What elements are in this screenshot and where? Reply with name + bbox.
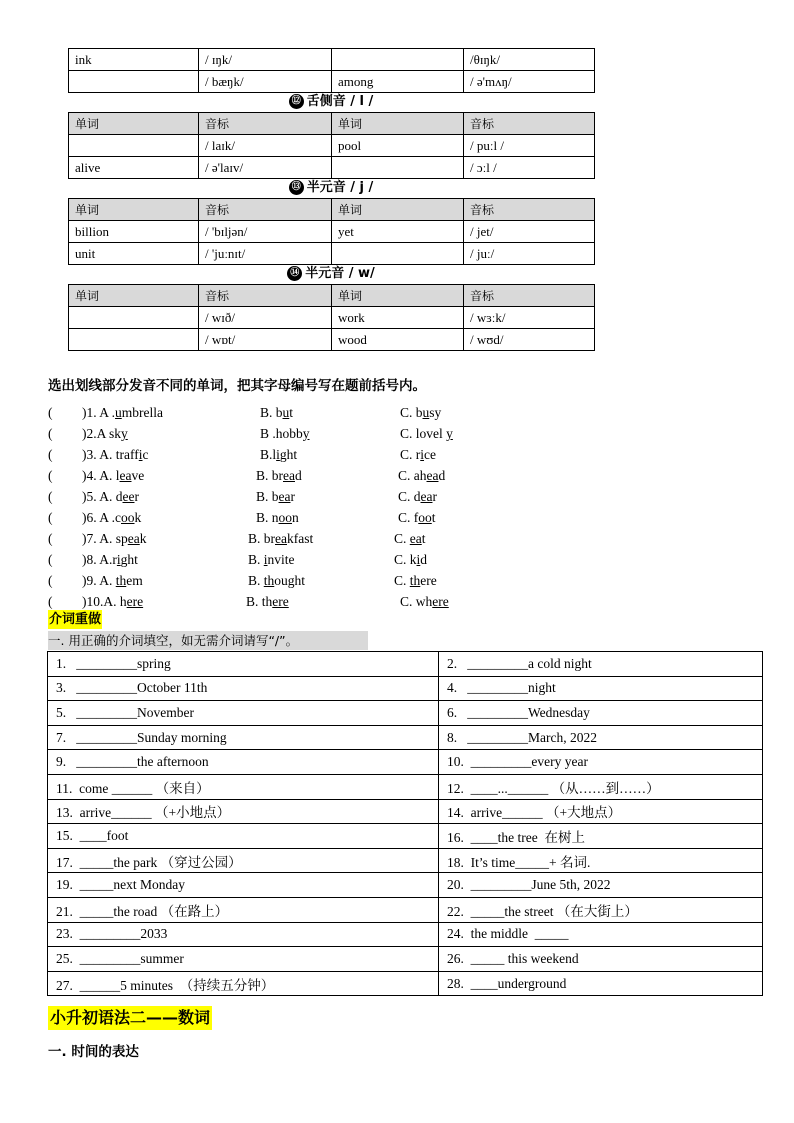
column-header: 音标 (199, 285, 332, 307)
table-row (69, 49, 595, 71)
fill-blank-cell: 16. ____the tree 在树上 (439, 824, 763, 849)
phonetic-cell: / bæŋk/ (199, 71, 332, 93)
word-cell: yet (332, 221, 464, 243)
option-text: B. (248, 552, 264, 567)
option-b (256, 486, 295, 507)
column-header: 音标 (464, 113, 595, 135)
question-row (48, 444, 648, 465)
underlined-letters: oo (418, 510, 432, 525)
word-cell (69, 329, 199, 351)
option-text: )7. A. sp (82, 531, 128, 546)
word-cell: alive (69, 157, 199, 179)
underlined-letters: y (302, 426, 310, 441)
word-cell: work (332, 307, 464, 329)
fill-blank-cell: 6. _________Wednesday (439, 701, 763, 726)
underlined-letters: ea (409, 531, 422, 546)
question-row (48, 570, 648, 591)
option-a (82, 444, 149, 465)
option-text: )9. A. (82, 573, 116, 588)
word-cell: pool (332, 135, 464, 157)
option-text: d (294, 468, 302, 483)
option-c (394, 570, 437, 591)
fill-blank-cell: 1. _________spring (48, 652, 439, 677)
section-number-badge: ⑬ (289, 180, 304, 195)
table-header-row (69, 285, 595, 307)
option-text: t (421, 531, 426, 546)
table-row (48, 652, 763, 677)
sub-heading: 一. 时间的表达 (48, 1044, 139, 1060)
underlined-letters: ere (126, 594, 144, 609)
option-b (260, 402, 293, 423)
fill-blank-cell: 7. _________Sunday morning (48, 725, 439, 750)
underlined-letters: i (263, 552, 268, 567)
underlined-letters: oo (278, 510, 293, 525)
option-text: ce (424, 447, 436, 462)
answer-paren (48, 423, 53, 444)
phonetic-cell: / wʊd/ (464, 329, 595, 351)
fill-blank-cell: 11. come ______ （来自） (48, 774, 439, 799)
fill-blank-cell: 10. _________every year (439, 750, 763, 775)
option-c (394, 528, 426, 549)
grammar-heading: 小升初语法二——数词 (48, 1006, 212, 1030)
phonetic-cell: / juː/ (464, 243, 595, 265)
phonetic-cell: / 'bɪljən/ (199, 221, 332, 243)
table-row (48, 947, 763, 972)
word-cell (332, 243, 464, 265)
answer-paren (48, 486, 53, 507)
option-b (248, 570, 305, 591)
option-text: r (290, 489, 295, 504)
answer-paren (48, 570, 53, 591)
column-header: 音标 (464, 199, 595, 221)
question-row (48, 507, 648, 528)
option-text: B. br (248, 531, 275, 546)
option-text: mbrella (121, 405, 163, 420)
prep-instruction: 一. 用正确的介词填空，如无需介词请写“/”。 (48, 631, 368, 650)
option-a (82, 423, 128, 444)
option-text: )4. A. l (82, 468, 120, 483)
option-text: C. k (394, 552, 417, 567)
fill-blank-cell: 22. _____the street （在大街上） (439, 897, 763, 922)
fill-blank-cell: 8. _________March, 2022 (439, 725, 763, 750)
underlined-letters: y (446, 426, 453, 441)
option-a (82, 507, 141, 528)
table-row (48, 873, 763, 898)
section-title-12 (68, 92, 594, 112)
phonics-table-w (68, 284, 595, 351)
option-text: C. d (398, 489, 421, 504)
table-row (48, 701, 763, 726)
answer-paren (48, 465, 53, 486)
question-row (48, 549, 648, 570)
exercise-instruction: 选出划线部分发音不同的单词，把其字母编号写在题前括号内。 (48, 378, 426, 394)
phonetic-cell: / ɪŋk/ (199, 49, 332, 71)
column-header: 单词 (69, 285, 199, 307)
fill-blank-cell: 17. _____the park （穿过公园） (48, 848, 439, 873)
section-title-text: 半元音 / w/ (305, 266, 375, 281)
word-cell (332, 157, 464, 179)
fill-blank-cell: 15. ____foot (48, 824, 439, 849)
option-c (400, 423, 453, 444)
word-cell (332, 49, 464, 71)
option-text: k (134, 510, 142, 525)
table-row (48, 971, 763, 996)
option-text: B. br (256, 468, 283, 483)
column-header: 单词 (69, 113, 199, 135)
fill-blank-cell: 25. _________summer (48, 947, 439, 972)
option-text: C. (394, 573, 410, 588)
table-row (48, 750, 763, 775)
table-header-row (69, 199, 595, 221)
option-text: ( (48, 405, 53, 420)
section-title-text: 舌侧音 / l / (306, 94, 374, 109)
table-row (69, 135, 595, 157)
option-b (246, 591, 289, 612)
fill-blank-cell: 13. arrive______ （+小地点） (48, 799, 439, 824)
table-row (48, 799, 763, 824)
table-row (69, 243, 595, 265)
fill-blank-cell: 28. ____underground (439, 971, 763, 996)
question-row (48, 465, 648, 486)
table-row (48, 922, 763, 947)
option-text: B .hobb (260, 426, 303, 441)
underlined-letters: th (115, 573, 127, 588)
column-header: 单词 (332, 199, 464, 221)
word-cell (69, 135, 199, 157)
word-cell: among (332, 71, 464, 93)
underlined-letters: ea (420, 489, 433, 504)
fill-blank-cell: 9. _________the afternoon (48, 750, 439, 775)
phonics-table-l (68, 112, 595, 179)
option-text: C. r (400, 447, 421, 462)
underlined-letters: u (422, 405, 430, 420)
option-text: em (126, 573, 143, 588)
option-a (82, 549, 138, 570)
section-number-badge: ⑫ (289, 94, 304, 109)
option-text: )5. A. d (82, 489, 123, 504)
underlined-letters: ea (278, 489, 291, 504)
phonetic-cell: /θɪŋk/ (464, 49, 595, 71)
option-text: ( (48, 426, 53, 441)
option-text: r (134, 489, 139, 504)
table-row (69, 221, 595, 243)
option-text: ve (131, 468, 145, 483)
option-c (400, 444, 436, 465)
table-row (48, 774, 763, 799)
option-text: ( (48, 489, 53, 504)
option-text: ere (420, 573, 437, 588)
option-text: n (292, 510, 299, 525)
answer-paren (48, 528, 53, 549)
word-cell: unit (69, 243, 199, 265)
word-cell: billion (69, 221, 199, 243)
option-b (256, 465, 302, 486)
fill-blank-cell: 2. _________a cold night (439, 652, 763, 677)
option-text: B.l (260, 447, 277, 462)
option-text: t (289, 405, 294, 420)
option-text: k (139, 531, 147, 546)
fill-blank-cell: 27. ______5 minutes （持续五分钟） (48, 971, 439, 996)
underlined-letters: y (121, 426, 128, 441)
column-header: 音标 (464, 285, 595, 307)
phonetic-cell: / wɒt/ (199, 329, 332, 351)
underlined-letters: th (409, 573, 421, 588)
question-row (48, 402, 648, 423)
phonics-table-ng (68, 48, 595, 93)
fill-blank-cell: 23. _________2033 (48, 922, 439, 947)
word-cell (69, 71, 199, 93)
option-text: ( (48, 573, 53, 588)
option-a (82, 591, 143, 612)
fill-blank-cell: 14. arrive______ （+大地点） (439, 799, 763, 824)
underlined-letters: ea (127, 531, 140, 546)
option-a (82, 402, 163, 423)
fill-blank-cell: 20. _________June 5th, 2022 (439, 873, 763, 898)
fill-blank-cell: 19. _____next Monday (48, 873, 439, 898)
underlined-letters: i (276, 447, 280, 462)
option-text: c (142, 447, 149, 462)
phonetic-cell: / laɪk/ (199, 135, 332, 157)
option-c (400, 402, 441, 423)
option-a (82, 486, 139, 507)
question-row (48, 486, 648, 507)
prep-heading: 介词重做 (49, 612, 102, 627)
phonetic-cell: / ə'mʌŋ/ (464, 71, 595, 93)
option-text: C. b (400, 405, 423, 420)
option-text: C. wh (400, 594, 433, 609)
table-row (69, 157, 595, 179)
option-text: B. n (256, 510, 279, 525)
phonics-table-j (68, 198, 595, 265)
option-b (248, 549, 295, 570)
option-text: ( (48, 510, 53, 525)
question-row (48, 423, 648, 444)
fill-blank-cell: 12. ____...______ （从……到……） (439, 774, 763, 799)
underlined-letters: ea (426, 468, 439, 483)
fill-blank-cell: 18. It’s time_____+ 名词. (439, 848, 763, 873)
option-text: C. f (398, 510, 419, 525)
underlined-letters: oo (121, 510, 135, 525)
section-number-badge: ⑭ (287, 266, 302, 281)
answer-paren (48, 444, 53, 465)
column-header: 单词 (332, 113, 464, 135)
word-cell: ink (69, 49, 199, 71)
option-text: ( (48, 531, 53, 546)
option-text: B. b (256, 489, 279, 504)
fill-blank-cell: 24. the middle _____ (439, 922, 763, 947)
table-row (48, 725, 763, 750)
option-c (394, 549, 427, 570)
phonetic-cell: / puːl / (464, 135, 595, 157)
table-row (69, 307, 595, 329)
option-text: r (432, 489, 437, 504)
underlined-letters: ere (432, 594, 449, 609)
section-title-text: 半元音 / j / (306, 180, 374, 195)
underlined-letters: i (116, 552, 121, 567)
option-text: ght (120, 552, 138, 567)
option-b (248, 528, 313, 549)
option-text: sy (429, 405, 442, 420)
option-text: d (438, 468, 446, 483)
table-row (48, 897, 763, 922)
option-text: B. (248, 573, 264, 588)
option-a (82, 570, 143, 591)
option-b (256, 507, 299, 528)
option-c (398, 507, 436, 528)
phonetic-cell: / jet/ (464, 221, 595, 243)
table-row (48, 824, 763, 849)
option-c (398, 486, 437, 507)
option-text: C. (394, 531, 410, 546)
underlined-letters: u (282, 405, 290, 420)
option-b (260, 444, 297, 465)
option-text: )8. A.r (82, 552, 117, 567)
underlined-letters: th (263, 573, 275, 588)
option-text: B. b (260, 405, 283, 420)
option-text: ( (48, 468, 53, 483)
question-row (48, 591, 648, 612)
option-text: )2.A sk (82, 426, 122, 441)
option-text: ( (48, 594, 53, 609)
phonetic-cell: / wɪð/ (199, 307, 332, 329)
answer-paren (48, 507, 53, 528)
column-header: 音标 (199, 199, 332, 221)
option-text: )3. A. traff (82, 447, 139, 462)
section-title-13 (68, 178, 594, 198)
underlined-letters: ea (119, 468, 132, 483)
fill-blank-cell: 21. _____the road （在路上） (48, 897, 439, 922)
underlined-letters: ea (275, 531, 287, 546)
table-header-row (69, 113, 595, 135)
option-text: C. ah (398, 468, 427, 483)
option-text: )10.A. h (82, 594, 127, 609)
option-text: d (420, 552, 428, 567)
phonetic-cell: / ə'laɪv/ (199, 157, 332, 179)
option-text: t (431, 510, 436, 525)
option-a (82, 528, 147, 549)
table-row (69, 71, 595, 93)
table-row (48, 676, 763, 701)
underlined-letters: i (138, 447, 143, 462)
fill-blank-cell: 26. _____ this weekend (439, 947, 763, 972)
option-text: ( (48, 552, 53, 567)
option-text: C. lovel (400, 426, 447, 441)
word-cell (69, 307, 199, 329)
option-text: ought (274, 573, 306, 588)
section-title-14 (68, 264, 594, 284)
phonetic-cell: / ɔːl / (464, 157, 595, 179)
column-header: 单词 (332, 285, 464, 307)
fill-blank-cell: 5. _________November (48, 701, 439, 726)
underlined-letters: i (420, 447, 425, 462)
underlined-letters: ea (283, 468, 295, 483)
word-cell: wood (332, 329, 464, 351)
answer-paren (48, 591, 53, 612)
column-header: 单词 (69, 199, 199, 221)
phonetic-cell: / wɜːk/ (464, 307, 595, 329)
answer-paren (48, 549, 53, 570)
option-text: B. th (246, 594, 273, 609)
option-c (400, 591, 449, 612)
table-row (69, 329, 595, 351)
option-text: )6. A .c (82, 510, 121, 525)
option-a (82, 465, 144, 486)
column-header: 音标 (199, 113, 332, 135)
option-text: ( (48, 447, 53, 462)
fill-blank-cell: 3. _________October 11th (48, 676, 439, 701)
fill-blank-cell: 4. _________night (439, 676, 763, 701)
underlined-letters: ee (122, 489, 135, 504)
option-text: )1. A . (82, 405, 116, 420)
underlined-letters: ere (272, 594, 289, 609)
preposition-table (47, 651, 763, 996)
table-row (48, 848, 763, 873)
underlined-letters: u (115, 405, 122, 420)
option-c (398, 465, 445, 486)
option-text: nvite (267, 552, 295, 567)
answer-paren (48, 402, 53, 423)
option-b (260, 423, 310, 444)
option-text: kfast (286, 531, 314, 546)
underlined-letters: i (416, 552, 421, 567)
question-row (48, 528, 648, 549)
option-text: ght (279, 447, 298, 462)
phonetic-cell: / 'juːnɪt/ (199, 243, 332, 265)
